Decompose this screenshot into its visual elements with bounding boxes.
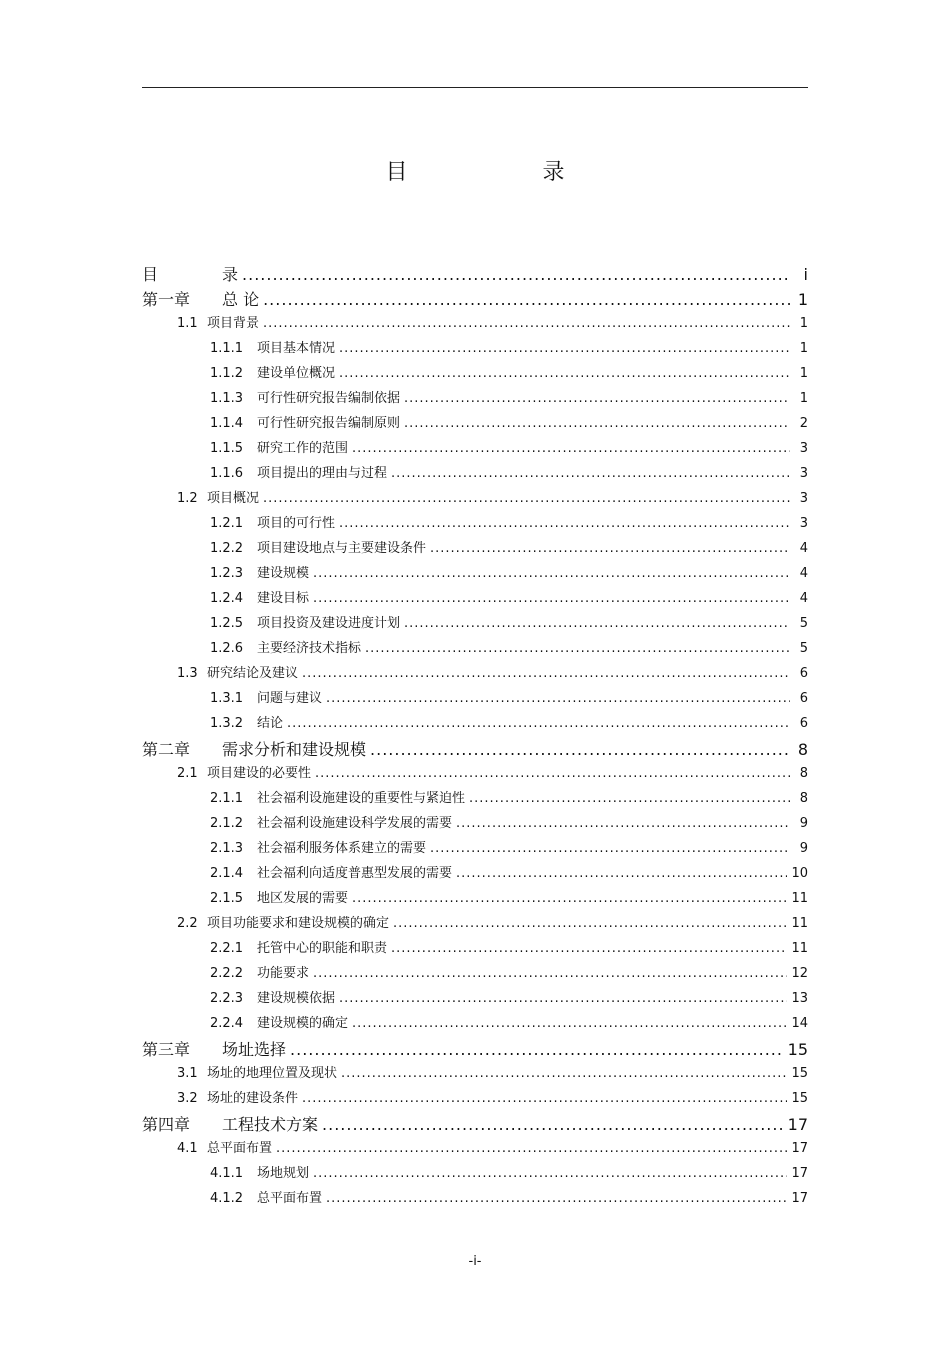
toc-entry-page: 15 (791, 1066, 808, 1081)
toc-leader-dots (263, 491, 790, 506)
toc-entry-number: 1.2.6 (210, 641, 244, 656)
table-of-contents (142, 262, 808, 1212)
toc-entry-title: 项目背景 (207, 316, 260, 331)
toc-section-entry[interactable] (142, 1062, 808, 1087)
toc-subsection-entry[interactable] (142, 812, 808, 837)
toc-entry-title: 结论 (257, 716, 284, 731)
toc-entry-number: 第四章 (142, 1115, 191, 1134)
toc-entry-title: 项目基本情况 (257, 341, 336, 356)
toc-entry-page: 3 (799, 491, 808, 506)
toc-entry-number: 2.1.1 (210, 791, 244, 806)
toc-leader-dots (404, 391, 790, 406)
toc-chapter-entry[interactable] (142, 287, 808, 312)
toc-entry-page: 4 (799, 591, 808, 606)
toc-entry-number: 1.3.2 (210, 716, 244, 731)
toc-entry-page: 13 (791, 991, 808, 1006)
toc-entry-page: 2 (799, 416, 808, 431)
toc-entry-number: 1.1.2 (210, 366, 244, 381)
toc-subsection-entry[interactable] (142, 787, 808, 812)
toc-entry-title: 工程技术方案 (222, 1115, 319, 1134)
toc-subsection-entry[interactable] (142, 712, 808, 737)
toc-subsection-entry[interactable] (142, 387, 808, 412)
toc-entry-number: 2.2.3 (210, 991, 244, 1006)
toc-entry-page: 12 (791, 966, 808, 981)
toc-section-entry[interactable] (142, 487, 808, 512)
toc-leader-dots (352, 1016, 787, 1031)
toc-subsection-entry[interactable] (142, 562, 808, 587)
toc-entry-number: 2.1.5 (210, 891, 244, 906)
toc-entry-title: 主要经济技术指标 (257, 641, 362, 656)
toc-entry-title: 社会福利设施建设科学发展的需要 (257, 816, 453, 831)
toc-subsection-entry[interactable] (142, 437, 808, 462)
toc-subsection-entry[interactable] (142, 887, 808, 912)
toc-entry-page: 3 (799, 441, 808, 456)
toc-entry-number: 1.1.1 (210, 341, 244, 356)
toc-leader-dots (404, 616, 790, 631)
toc-entry-title: 项目概况 (207, 491, 260, 506)
toc-entry-number: 1.2.3 (210, 566, 244, 581)
toc-entry-number: 第一章 (142, 290, 191, 309)
toc-subsection-entry[interactable] (142, 537, 808, 562)
toc-subsection-entry[interactable] (142, 862, 808, 887)
toc-leader-dots (391, 466, 790, 481)
toc-subsection-entry[interactable] (142, 587, 808, 612)
toc-leader-dots (322, 1115, 784, 1134)
toc-leader-dots (430, 541, 790, 556)
toc-leader-dots (430, 841, 790, 856)
toc-section-entry[interactable] (142, 1137, 808, 1162)
toc-entry-title: 项目的可行性 (257, 516, 336, 531)
toc-entry-title: 建设规模的确定 (257, 1016, 349, 1031)
toc-subsection-entry[interactable] (142, 837, 808, 862)
toc-leader-dots (370, 740, 790, 759)
toc-entry-number: 1.3 (177, 666, 198, 681)
toc-entry-page: 1 (797, 290, 808, 309)
toc-entry-number: 1.1.3 (210, 391, 244, 406)
toc-subsection-entry[interactable] (142, 962, 808, 987)
toc-subsection-entry[interactable] (142, 412, 808, 437)
toc-entry-page: 8 (799, 791, 808, 806)
toc-entry-page: 8 (799, 766, 808, 781)
toc-leader-dots (469, 791, 790, 806)
toc-entry-number: 1.2.1 (210, 516, 244, 531)
toc-subsection-entry[interactable] (142, 937, 808, 962)
toc-subsection-entry[interactable] (142, 637, 808, 662)
toc-entry-number: 目 (142, 265, 159, 284)
toc-leader-dots (456, 866, 787, 881)
toc-entry-page: 3 (799, 516, 808, 531)
toc-chapter-entry[interactable] (142, 737, 808, 762)
toc-entry-title: 研究工作的范围 (257, 441, 349, 456)
toc-entry-title: 项目功能要求和建设规模的确定 (207, 916, 390, 931)
toc-entry-title: 项目提出的理由与过程 (257, 466, 388, 481)
toc-entry-number: 1.2.5 (210, 616, 244, 631)
toc-entry-number: 4.1 (177, 1141, 198, 1156)
toc-entry-page: 4 (799, 541, 808, 556)
toc-leader-dots (339, 516, 790, 531)
toc-leader-dots (326, 691, 790, 706)
toc-entry-title: 场址选择 (222, 1040, 287, 1059)
toc-section-entry[interactable] (142, 912, 808, 937)
toc-leader-dots (313, 1166, 787, 1181)
toc-entry-page: 6 (799, 666, 808, 681)
toc-leader-dots (339, 341, 790, 356)
toc-leader-dots (263, 290, 790, 309)
toc-entry-title: 社会福利设施建设的重要性与紧迫性 (257, 791, 466, 806)
toc-entry-page: 6 (799, 691, 808, 706)
toc-entry-title: 托管中心的职能和职责 (257, 941, 388, 956)
toc-subsection-entry[interactable] (142, 687, 808, 712)
toc-subsection-entry[interactable] (142, 1162, 808, 1187)
toc-chapter-entry[interactable] (142, 1112, 808, 1137)
toc-entry-number: 第三章 (142, 1040, 191, 1059)
page-title: 目 录 (385, 160, 629, 185)
toc-subsection-entry[interactable] (142, 462, 808, 487)
toc-entry-title: 可行性研究报告编制依据 (257, 391, 401, 406)
toc-leader-dots (352, 891, 787, 906)
toc-entry-title: 总平面布置 (207, 1141, 273, 1156)
toc-entry-number: 2.2.4 (210, 1016, 244, 1031)
toc-entry-title: 建设单位概况 (257, 366, 336, 381)
toc-leader-dots (393, 916, 787, 931)
toc-leader-dots (315, 766, 790, 781)
toc-entry-number: 2.1.3 (210, 841, 244, 856)
toc-section-entry[interactable] (142, 662, 808, 687)
toc-entry-title: 场地规划 (257, 1166, 310, 1181)
toc-entry-page: i (803, 265, 808, 284)
toc-entry-page: 11 (791, 891, 808, 906)
toc-entry-page: 3 (799, 466, 808, 481)
toc-leader-dots (404, 416, 790, 431)
toc-entry-number: 4.1.1 (210, 1166, 244, 1181)
toc-entry-page: 11 (791, 941, 808, 956)
toc-subsection-entry[interactable] (142, 1187, 808, 1212)
toc-entry-page: 6 (799, 716, 808, 731)
toc-leader-dots (313, 966, 787, 981)
toc-entry-page: 15 (791, 1091, 808, 1106)
page-number-footer: -i- (468, 1254, 482, 1269)
toc-entry-page: 17 (791, 1166, 808, 1181)
toc-leader-dots (365, 641, 790, 656)
toc-leader-dots (276, 1141, 787, 1156)
toc-leader-dots (352, 441, 790, 456)
header-rule (142, 87, 808, 88)
toc-entry-title: 社会福利服务体系建立的需要 (257, 841, 427, 856)
toc-leader-dots (263, 316, 790, 331)
toc-section-entry[interactable] (142, 1087, 808, 1112)
toc-entry-number: 2.1 (177, 766, 198, 781)
toc-entry-number: 1.2.2 (210, 541, 244, 556)
toc-entry-title: 建设规模依据 (257, 991, 336, 1006)
toc-leader-dots (302, 1091, 787, 1106)
toc-entry-number: 2.1.2 (210, 816, 244, 831)
toc-entry-page: 1 (799, 316, 808, 331)
toc-entry-title: 录 (222, 265, 239, 284)
toc-entry-title: 可行性研究报告编制原则 (257, 416, 401, 431)
toc-subsection-entry[interactable] (142, 337, 808, 362)
toc-entry-title: 场址的地理位置及现状 (207, 1066, 338, 1081)
toc-entry-page: 9 (799, 841, 808, 856)
toc-entry-page: 17 (791, 1191, 808, 1206)
toc-entry-title: 问题与建议 (257, 691, 323, 706)
toc-leader-dots (339, 991, 787, 1006)
toc-entry-page: 1 (799, 391, 808, 406)
toc-entry-number: 2.2.1 (210, 941, 244, 956)
toc-section-entry[interactable] (142, 762, 808, 787)
toc-entry-page: 14 (791, 1016, 808, 1031)
toc-entry-page: 15 (787, 1040, 808, 1059)
toc-leader-dots (391, 941, 787, 956)
toc-entry-page: 5 (799, 641, 808, 656)
toc-entry-page: 1 (799, 366, 808, 381)
toc-entry-number: 1.1.5 (210, 441, 244, 456)
toc-entry-title: 场址的建设条件 (207, 1091, 299, 1106)
toc-entry-page: 4 (799, 566, 808, 581)
toc-entry-number: 1.1 (177, 316, 198, 331)
toc-leader-dots (313, 591, 790, 606)
toc-entry-page: 11 (791, 916, 808, 931)
toc-entry-number: 4.1.2 (210, 1191, 244, 1206)
toc-section-entry[interactable] (142, 312, 808, 337)
toc-subsection-entry[interactable] (142, 1012, 808, 1037)
toc-entry-page: 8 (797, 740, 808, 759)
toc-entry-title: 建设规模 (257, 566, 310, 581)
toc-entry-number: 1.3.1 (210, 691, 244, 706)
toc-entry-title: 项目投资及建设进度计划 (257, 616, 401, 631)
toc-entry-title: 社会福利向适度普惠型发展的需要 (257, 866, 453, 881)
toc-leader-dots (313, 566, 790, 581)
toc-entry-title: 项目建设的必要性 (207, 766, 312, 781)
toc-entry-page: 1 (799, 341, 808, 356)
toc-entry-number: 2.1.4 (210, 866, 244, 881)
toc-entry-title: 研究结论及建议 (207, 666, 299, 681)
toc-entry-number: 2.2 (177, 916, 198, 931)
toc-entry-number: 第二章 (142, 740, 191, 759)
toc-entry-number: 1.2.4 (210, 591, 244, 606)
toc-subsection-entry[interactable] (142, 987, 808, 1012)
toc-leader-dots (242, 265, 790, 284)
toc-entry-number: 1.1.4 (210, 416, 244, 431)
toc-entry-number: 2.2.2 (210, 966, 244, 981)
toc-entry-title: 建设目标 (257, 591, 310, 606)
toc-entry-number: 1.1.6 (210, 466, 244, 481)
toc-entry-title: 总平面布置 (257, 1191, 323, 1206)
toc-chapter-entry[interactable] (142, 1037, 808, 1062)
toc-subsection-entry[interactable] (142, 612, 808, 637)
toc-entry-title: 总 论 (222, 290, 260, 309)
toc-entry-page: 9 (799, 816, 808, 831)
toc-entry-page: 5 (799, 616, 808, 631)
toc-entry-number: 3.1 (177, 1066, 198, 1081)
toc-leader-dots (456, 816, 790, 831)
toc-entry-page: 17 (787, 1115, 808, 1134)
toc-entry-page: 17 (791, 1141, 808, 1156)
toc-leader-dots (287, 716, 790, 731)
toc-entry-title: 地区发展的需要 (257, 891, 349, 906)
toc-leader-dots (341, 1066, 787, 1081)
toc-entry-title: 项目建设地点与主要建设条件 (257, 541, 427, 556)
toc-entry-title: 需求分析和建设规模 (222, 740, 367, 759)
toc-leader-dots (339, 366, 790, 381)
toc-subsection-entry[interactable] (142, 362, 808, 387)
toc-entry-title: 功能要求 (257, 966, 310, 981)
toc-chapter-entry[interactable] (142, 262, 808, 287)
toc-entry-page: 10 (791, 866, 808, 881)
toc-entry-number: 1.2 (177, 491, 198, 506)
toc-leader-dots (302, 666, 790, 681)
toc-subsection-entry[interactable] (142, 512, 808, 537)
toc-leader-dots (290, 1040, 784, 1059)
toc-entry-number: 3.2 (177, 1091, 198, 1106)
toc-leader-dots (326, 1191, 787, 1206)
